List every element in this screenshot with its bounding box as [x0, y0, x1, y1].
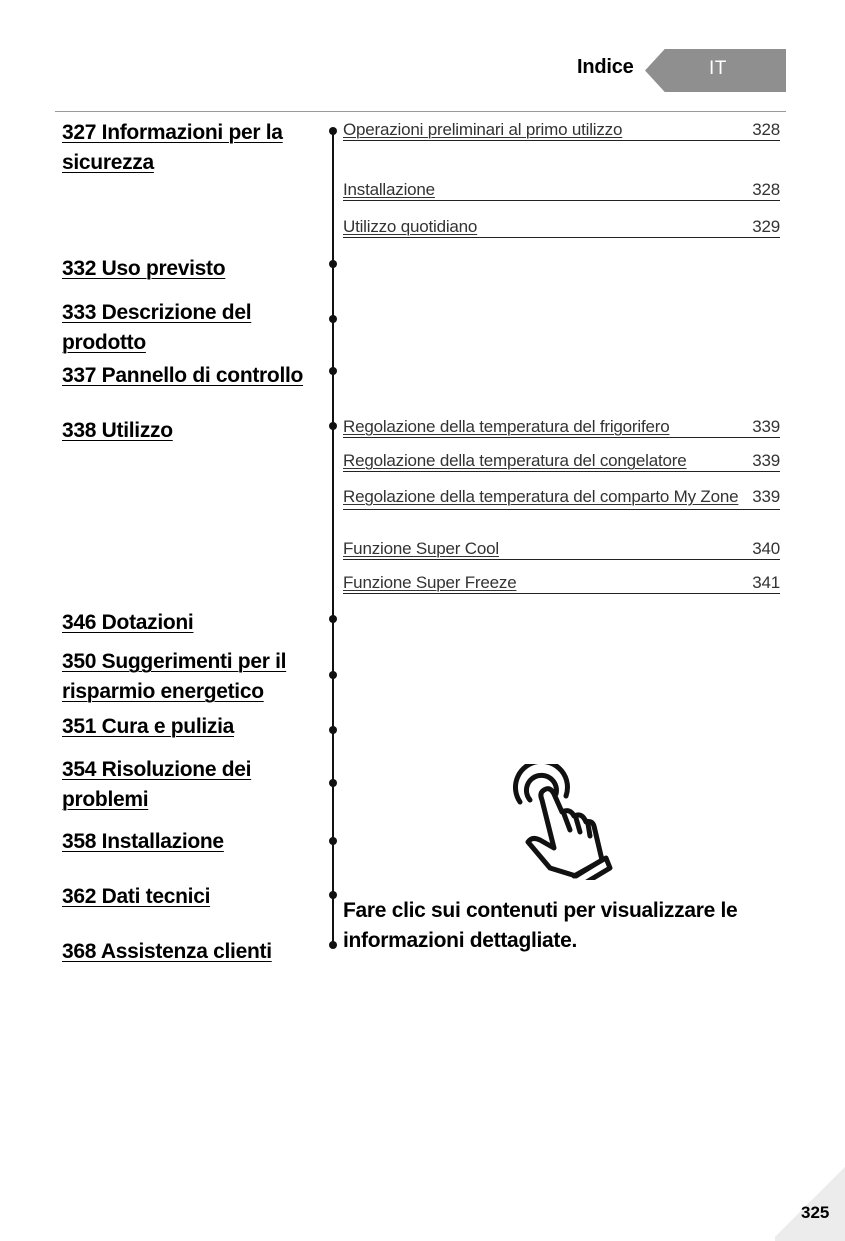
- section-link[interactable]: [343, 179, 780, 201]
- section-label: Regolazione della temperatura del frigorifero: [343, 417, 670, 436]
- timeline-dot: [329, 127, 337, 135]
- chapter-link-risoluzione[interactable]: 354 Risoluzione dei problemi: [62, 758, 252, 811]
- chapter-link-installazione[interactable]: 358 Installazione: [62, 830, 224, 853]
- header-divider: [55, 111, 786, 112]
- section-label: Utilizzo quotidiano: [343, 217, 478, 236]
- timeline-dot: [329, 671, 337, 679]
- section-link[interactable]: [343, 450, 780, 472]
- timeline-dot: [329, 422, 337, 430]
- page-corner: [775, 1163, 845, 1241]
- chapter-link-assistenza[interactable]: 368 Assistenza clienti: [62, 940, 272, 963]
- section-link[interactable]: [343, 484, 780, 510]
- section-label: Funzione Super Cool: [343, 539, 499, 558]
- section-link[interactable]: [343, 416, 780, 438]
- chapter-link-utilizzo[interactable]: 338 Utilizzo: [62, 419, 173, 442]
- section-link[interactable]: [343, 119, 780, 141]
- timeline-dot: [329, 941, 337, 949]
- page-title: Indice: [577, 56, 634, 78]
- section-page: 339: [752, 417, 780, 436]
- section-page: 329: [752, 217, 780, 236]
- chapter-link-uso-previsto[interactable]: 332 Uso previsto: [62, 257, 226, 280]
- chapter-link-suggerimenti[interactable]: 350 Suggerimenti per il risparmio energetico: [62, 650, 287, 703]
- timeline-line: [332, 128, 334, 946]
- section-link[interactable]: [343, 572, 780, 594]
- timeline-dot: [329, 615, 337, 623]
- timeline-dot: [329, 315, 337, 323]
- timeline-dot: [329, 891, 337, 899]
- section-link[interactable]: [343, 538, 780, 560]
- section-label: Regolazione della temperatura del comparto My Zone: [343, 487, 739, 506]
- chapter-link-sicurezza[interactable]: 327 Informazioni per la sicurezza: [62, 121, 283, 174]
- timeline-dot: [329, 779, 337, 787]
- chapter-link-pannello[interactable]: 337 Pannello di controllo: [62, 364, 304, 387]
- section-page: 339: [752, 487, 780, 506]
- page-number: 325: [801, 1203, 830, 1222]
- timeline-dot: [329, 837, 337, 845]
- section-page: 340: [752, 539, 780, 558]
- chapter-link-descrizione[interactable]: 333 Descrizione del prodotto: [62, 301, 252, 354]
- section-page: 328: [752, 180, 780, 199]
- section-label: Regolazione della temperatura del congelatore: [343, 451, 687, 470]
- hint-text: Fare clic sui contenuti per visualizzare le informazioni dettagliate.: [343, 899, 738, 952]
- section-label: Installazione: [343, 180, 435, 199]
- section-page: 328: [752, 120, 780, 139]
- chapter-link-cura-pulizia[interactable]: 351 Cura e pulizia: [62, 715, 235, 738]
- chapter-link-dati-tecnici[interactable]: 362 Dati tecnici: [62, 885, 211, 908]
- language-label: IT: [709, 58, 727, 79]
- hand-tap-icon: [510, 764, 614, 880]
- section-link[interactable]: [343, 216, 780, 238]
- section-page: 339: [752, 451, 780, 470]
- section-page: 341: [752, 573, 780, 592]
- timeline-dot: [329, 726, 337, 734]
- chapter-link-dotazioni[interactable]: 346 Dotazioni: [62, 611, 194, 634]
- timeline-dot: [329, 260, 337, 268]
- section-label: Funzione Super Freeze: [343, 573, 517, 592]
- section-label: Operazioni preliminari al primo utilizzo: [343, 120, 623, 139]
